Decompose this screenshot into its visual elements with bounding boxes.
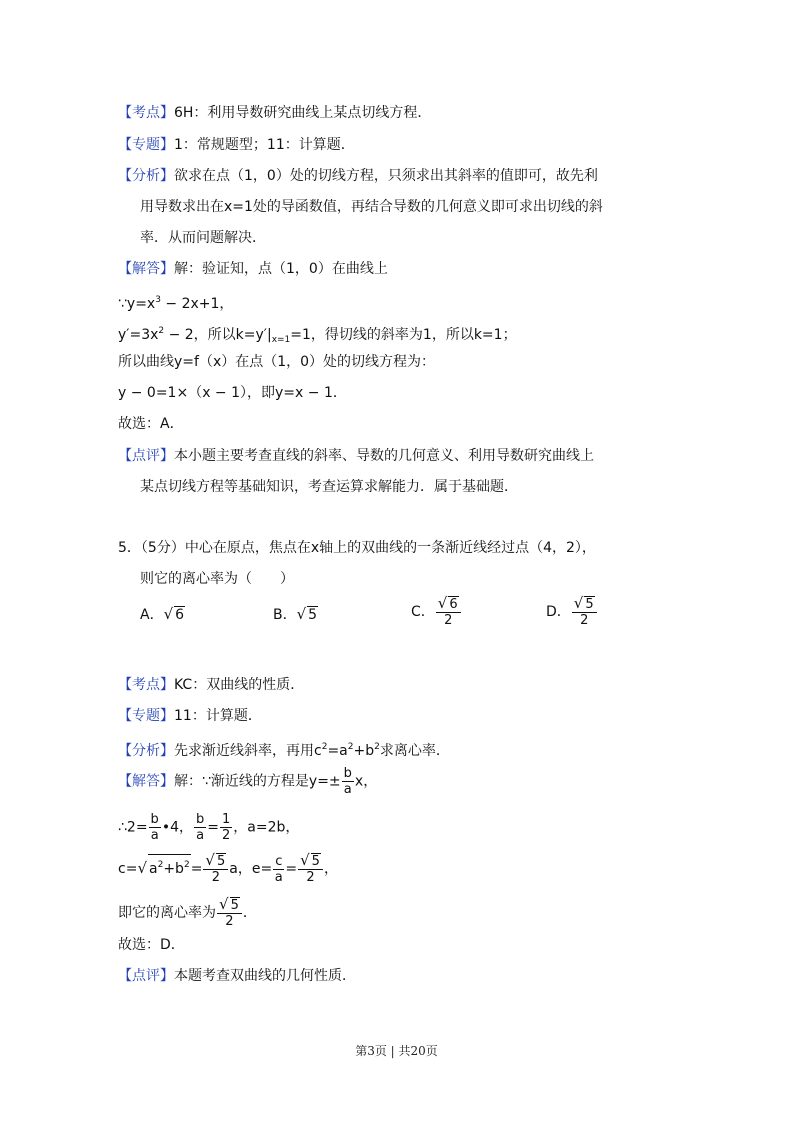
q5-step3-pre: 即它的离心率为 xyxy=(118,905,216,921)
q5-step1-pre: ∴2= xyxy=(118,819,148,836)
sqrt-icon: √ xyxy=(437,594,448,612)
fraction-c-a xyxy=(273,854,284,885)
option-b xyxy=(273,604,318,624)
q5-fenxi-d: 求离心率． xyxy=(379,743,450,759)
fraction-3-den: 2 xyxy=(221,828,231,843)
option-c-fraction xyxy=(436,596,461,628)
eccentricity-radicand: 5 xyxy=(230,898,239,913)
q5-step-1 xyxy=(118,812,299,843)
page-footer: 第3页 | 共20页 xyxy=(355,1044,438,1058)
q5-kaodian-tag: 【考点】 xyxy=(118,677,174,693)
q5-answer: 故选：D． xyxy=(118,937,185,953)
step2-sup: 2 xyxy=(158,326,165,336)
option-d-denominator: 2 xyxy=(580,613,589,628)
q5-step3-post: ． xyxy=(242,905,257,921)
fraction-den-2: 2 xyxy=(211,870,220,885)
q5-fenxi-tag: 【分析】 xyxy=(118,743,174,759)
option-b-label: B． xyxy=(273,607,297,623)
radicand-plus-b: +b xyxy=(163,861,184,877)
zhuanti-tag: 【专题】 xyxy=(118,137,174,153)
step1-pre: ∵y=x xyxy=(118,296,156,312)
q5-fenxi-b: =a xyxy=(327,743,348,759)
option-b-radicand: 5 xyxy=(308,607,318,623)
fenxi-tag: 【分析】 xyxy=(118,168,174,184)
jieda-line xyxy=(118,259,388,279)
eccentricity-den: 2 xyxy=(225,914,234,929)
fenxi-line-2: 用导数求出在x=1处的导函数值，再结合导数的几何意义即可求出切线的斜 xyxy=(140,199,603,215)
asymptote-fraction xyxy=(342,766,354,797)
eccentricity-fraction xyxy=(217,897,242,929)
fraction-c-num: c xyxy=(275,853,283,869)
sqrt-icon: √ xyxy=(300,851,310,869)
fraction-sqrt5-2-b xyxy=(298,853,323,885)
q5-jieda-post: x， xyxy=(354,773,378,790)
option-c-radicand: 6 xyxy=(449,597,458,612)
q5-step2-eq: = xyxy=(190,861,203,877)
q5-zhuanti-tag: 【专题】 xyxy=(118,708,174,724)
q5-fenxi-sup2: 2 xyxy=(347,742,354,752)
option-c-denominator: 2 xyxy=(444,613,453,628)
fenxi-line-3: 率．从而问题解决． xyxy=(140,230,266,246)
sqrt-icon: √ xyxy=(137,859,147,877)
q5-jieda-pre: 解：∵渐近线的方程是y=± xyxy=(174,773,341,790)
radicand-sup2: 2 xyxy=(183,860,190,870)
q5-kaodian-text: KC：双曲线的性质． xyxy=(174,677,305,693)
sqrt-icon: √ xyxy=(219,895,229,913)
option-d-fraction xyxy=(572,596,597,628)
asymptote-den: a xyxy=(343,782,352,797)
solution-step-2 xyxy=(118,321,517,350)
q5-fenxi-sup1: 2 xyxy=(321,742,328,752)
kaodian-text: 6H：利用导数研究曲线上某点切线方程． xyxy=(174,105,432,121)
q5-step1-mid: •4， xyxy=(161,819,193,836)
q5-step2-post: ， xyxy=(323,861,338,877)
dianping-line xyxy=(118,446,594,466)
q5-jieda-line xyxy=(118,766,377,797)
option-c xyxy=(411,596,462,628)
option-a xyxy=(140,604,185,624)
q5-step-3 xyxy=(118,897,257,929)
step2-sub: x=1 xyxy=(271,335,291,345)
q5-step2-eq2: = xyxy=(285,861,298,877)
dianping-tag: 【点评】 xyxy=(118,448,174,464)
q5-dianping-text: 本题考查双曲线的几何性质． xyxy=(174,968,356,984)
q5-step2-mid: a，e= xyxy=(229,861,273,877)
sqrt-icon: √ xyxy=(296,605,307,623)
radicand-5-b: 5 xyxy=(311,854,320,869)
sqrt-icon: √ xyxy=(573,594,584,612)
sqrt-a2-b2 xyxy=(148,854,191,879)
fraction-a-den: a xyxy=(274,869,283,885)
fraction-1-num: b xyxy=(150,812,159,827)
option-c-label: C． xyxy=(411,604,435,620)
q5-dianping-line xyxy=(118,966,356,986)
jieda-text: 解：验证知，点（1，0）在曲线上 xyxy=(174,261,388,277)
q5-kaodian-line xyxy=(118,675,304,695)
asymptote-num: b xyxy=(343,766,352,781)
option-d xyxy=(546,596,598,628)
fraction-2-num: b xyxy=(195,812,205,827)
option-a-radicand: 6 xyxy=(175,607,185,623)
fraction-2-den: a xyxy=(196,828,205,843)
option-d-radicand: 5 xyxy=(585,597,594,612)
step2-a: y′=3x xyxy=(118,327,159,343)
step2-b: − 2，所以k=y′| xyxy=(164,327,272,343)
q5-fenxi-c: +b xyxy=(353,743,375,759)
solution-step-3: 所以曲线y=f（x）在点（1，0）处的切线方程为： xyxy=(118,354,436,370)
q5-fenxi-a: 先求渐近线斜率，再用c xyxy=(174,743,322,759)
solution-answer: 故选：A． xyxy=(118,416,184,432)
fraction-1 xyxy=(149,812,161,843)
step2-c: =1，得切线的斜率为1，所以k=1； xyxy=(290,327,517,343)
zhuanti-text: 1：常规题型；11：计算题． xyxy=(174,137,355,153)
q5-fenxi-line xyxy=(118,737,450,761)
kaodian-line xyxy=(118,103,431,123)
q5-dianping-tag: 【点评】 xyxy=(118,968,174,984)
sqrt-icon: √ xyxy=(205,851,215,869)
zhuanti-line xyxy=(118,135,355,155)
question-5-stem-2: 则它的离心率为（ ） xyxy=(140,571,294,587)
fenxi-text: 欲求在点（1，0）处的切线方程，只须求出其斜率的值即可，故先利 xyxy=(174,168,598,184)
fraction-2 xyxy=(194,812,206,843)
dianping-text: 本小题主要考查直线的斜率、导数的几何意义、利用导数研究曲线上 xyxy=(174,448,594,464)
radicand-sup1: 2 xyxy=(157,860,164,870)
q5-step2-pre: c= xyxy=(118,861,138,877)
fraction-den-2-b: 2 xyxy=(306,870,315,885)
solution-step-4: y − 0=1×（x − 1），即y=x − 1． xyxy=(118,385,347,401)
fraction-sqrt5-2 xyxy=(203,853,228,885)
q5-zhuanti-line xyxy=(118,706,262,726)
fraction-1-den: a xyxy=(150,828,159,843)
q5-step1-post: ，a=2b， xyxy=(233,819,300,836)
q5-fenxi-sup3: 2 xyxy=(374,742,380,752)
radicand-a: a xyxy=(149,861,158,877)
step1-sup: 3 xyxy=(155,295,161,305)
sqrt-icon: √ xyxy=(163,605,174,623)
question-5-stem: 5．（5分）中心在原点，焦点在x轴上的双曲线的一条渐近线经过点（4，2）， xyxy=(118,540,596,556)
fraction-3-num: 1 xyxy=(221,812,231,827)
fraction-3 xyxy=(220,812,232,843)
solution-step-1 xyxy=(118,290,233,314)
q5-zhuanti-text: 11：计算题． xyxy=(174,708,262,724)
q5-jieda-tag: 【解答】 xyxy=(118,773,174,790)
kaodian-tag: 【考点】 xyxy=(118,105,174,121)
dianping-line-2: 某点切线方程等基础知识，考查运算求解能力．属于基础题． xyxy=(140,479,518,495)
radicand-5: 5 xyxy=(216,854,226,869)
q5-step-2 xyxy=(118,853,338,885)
q5-step1-eq: = xyxy=(207,819,219,836)
fenxi-line xyxy=(118,166,598,186)
option-a-label: A． xyxy=(140,607,164,623)
option-d-label: D． xyxy=(546,604,571,620)
jieda-tag: 【解答】 xyxy=(118,261,174,277)
step1-post: − 2x+1， xyxy=(160,296,234,312)
